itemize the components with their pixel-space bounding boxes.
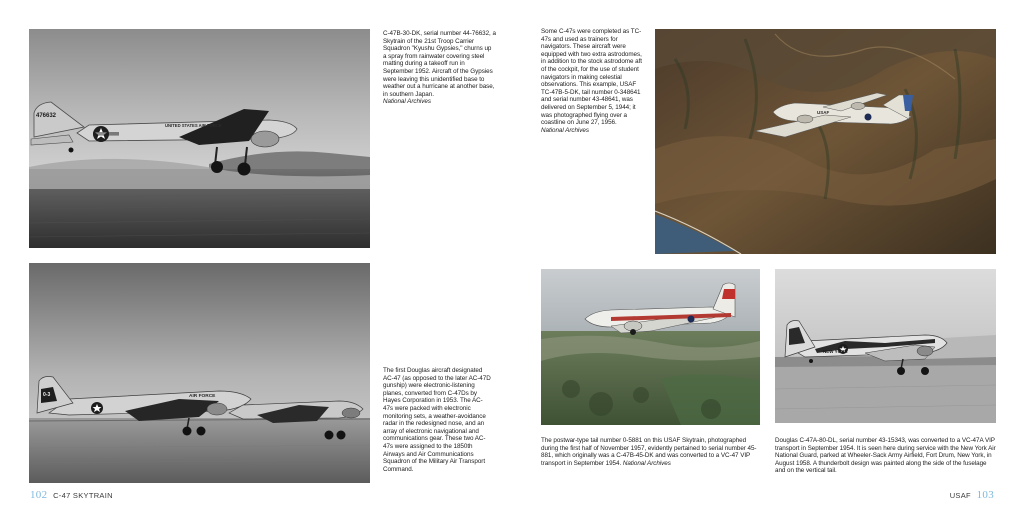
caption-navigator-trainer [541, 28, 646, 134]
tail-number-text: 476632 [36, 113, 57, 119]
photo-c47-takeoff [29, 29, 370, 248]
caption-vc47a-parked-text: Douglas C-47A-80-DL, serial number 43-15343, was converted to a VC-47A VIP transport in September 1954. It is seen here during service with the New York Air National Guard, parked at Wheeler-Sack Army Airfield, Fort Drum, New York, in August 1958. A thunderbolt design was painted along the side of the fuselage and on the vertical tail. [775, 437, 996, 475]
photo-vc47-flight [541, 269, 760, 425]
right-folio [947, 489, 994, 501]
caption-ac47 [383, 367, 491, 473]
right-running-title: USAF [949, 491, 971, 500]
left-folio [30, 489, 116, 501]
caption-takeoff [383, 30, 496, 106]
caption-takeoff-text: C-47B-30-DK, serial number 44-76632, a Skytrain of the 21st Troop Carrier Squadron "Kyushu Gypsies," churns up a spray from rainwater covering steel matting during a takeoff run in September 1952. Aircraft of the Gypsies were leaving this unidentified base to weather out a hurricane at another base, in southern Japan. [383, 30, 496, 98]
fuselage-marking-text: UNITED STATES AIR FORCE [165, 123, 222, 128]
fuselage-marking-text-5: NEW YORK [823, 349, 848, 354]
photo-two-ac47s [29, 263, 370, 483]
caption-takeoff-credit: National Archives [383, 98, 431, 106]
left-page-number: 102 [30, 489, 48, 501]
fuselage-marking-text-2: USAF [817, 110, 830, 115]
right-page-number: 103 [976, 489, 994, 501]
caption-navigator-trainer-text: Some C-47s were completed as TC-47s and used as trainers for navigators. These aircraft were equipped with two extra astrodomes, in addition to the stock astrodome aft of the cockpit, for the use of student navigators in making celestial observations. This example, USAF TC-47B-5-DK, tail number 0-348641 and serial number 43-48641, was delivered on September 5, 1944; it was photographed flying over a coastline on June 27, 1956. [541, 28, 643, 127]
caption-vc47a-parked [775, 437, 998, 475]
caption-navigator-trainer-credit: National Archives [541, 126, 589, 134]
caption-ac47-text: The first Douglas aircraft designated AC-47 (as opposed to the later AC-47D gunship) were electronic-listening planes, converted from C-47Ds by Hayes Corporation in 1953. The AC-47s were packed with electronic monitoring sets, a weather-avoidance radar in the redesigned nose, and an array of electronic navigational and communications gear. These two AC-47s were assigned to the 1850th Airways and Air Communications Squadron of the Military Air Transport Command. [383, 367, 491, 473]
photo-vc47a-parked [775, 269, 996, 423]
caption-vc47-flight-credit: National Archives [622, 459, 671, 467]
fuselage-marking-text-3: AIR FORCE [189, 394, 216, 399]
tail-number-text-3: 0-3 [43, 392, 51, 398]
caption-vc47-flight [541, 437, 763, 467]
caption-vc47-flight-text: The postwar-type tail number 0-5881 on this USAF Skytrain, photographed during the first half of November 1957, evidently pertained to serial number 45-881, which originally was a C-47B-45-DK and was converted to a VC-47 VIP transport in September 1954. [541, 437, 757, 467]
photo-tc47-coastline [655, 29, 996, 254]
left-running-title: C-47 SKYTRAIN [53, 491, 113, 500]
